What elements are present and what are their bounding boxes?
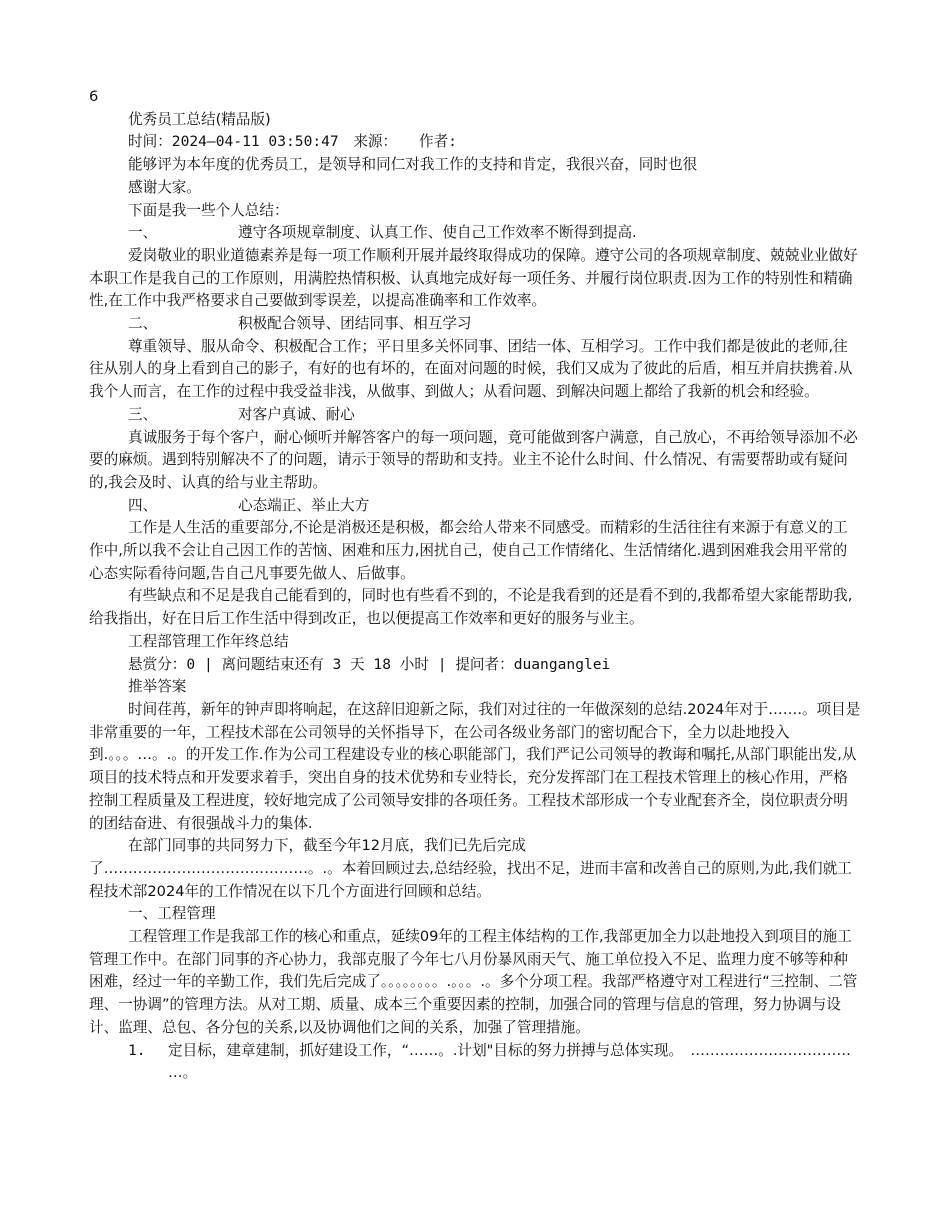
list-item-1 xyxy=(89,1040,861,1063)
reward-line: 悬赏分：0 | 离问题结束还有 3 天 18 小时 | 提问者：duanganglei xyxy=(128,655,611,673)
doc-title: 优秀员工总结(精品版) xyxy=(128,110,271,128)
subsection-1-title: 一、工程管理 xyxy=(128,905,216,923)
intro-line-2: 感谢大家。 xyxy=(128,178,201,196)
meta-line: 时间：2024—04-11 03:50:47 来源： 作者: xyxy=(128,133,457,151)
paragraph-3: 工程管理工作是我部工作的核心和重点，延续09年的工程主体结构的工作,我部更加全力以赴地投入到项目的施工管理工作中。在部门同事的齐心协力，我部克服了今年七八月份暴风雨天气、施工单位投入不足、监理力度不够等种种困难，经过一年的辛勤工作，我们先后完成了。。。。。。。。.。。。.。多个分项工程。我部严格遵守对工程进行“三控制、二管理、一协调”的管理方法。从对工期、质量、成本三个重要因素的控制，加强合同的管理与信息的管理，努力协调与设计、监理、总包、各分包的关系,以及协调他们之间的关系，加强了管理措施。 xyxy=(89,928,858,1036)
section-4-body: 工作是人生活的重要部分,不论是消极还是积极，都会给人带来不同感受。而精彩的生活往往有来源于有意义的工作中,所以我不会让自己因工作的苦恼、困难和压力,困扰自己，使自己工作情绪化、生活情绪化.遇到困难我会用平常的心态实际看待问题,告自己凡事要先做人、后做事。 xyxy=(89,519,848,582)
closing-paragraph: 有些缺点和不足是我自己能看到的，同时也有些看不到的，不论是我看到的还是看不到的,我都希望大家能帮助我,给我指出，好在日后工作生活中得到改正，也以便提高工作效率和更好的服务与业主。 xyxy=(89,587,853,628)
intro-line-1: 能够评为本年度的优秀员工，是领导和同仁对我工作的支持和肯定，我很兴奋，同时也很 xyxy=(128,156,698,174)
section-1-heading xyxy=(89,222,861,245)
document-page xyxy=(89,86,861,1085)
list-item-1-continuation: …。 xyxy=(168,1064,198,1082)
section-3-heading xyxy=(89,404,861,427)
second-title: 工程部管理工作年终总结 xyxy=(128,632,289,650)
list-item-1-text: 定目标，建章建制，抓好建设工作，“……。.计划"目标的努力拼搏与总体实现。 …………………………… xyxy=(168,1041,851,1059)
section-3-number: 三、 xyxy=(128,405,158,423)
section-4-title: 心态端正、举止大方 xyxy=(238,496,370,514)
section-2-body: 尊重领导、服从命令、积极配合工作；平日里多关怀同事、团结一体、互相学习。工作中我们都是彼此的老师,往往从别人的身上看到自己的影子，有好的也有坏的，在面对问题的时候，我们又成为了彼此的后盾，相互并肩扶携着.从我个人而言，在工作的过程中我受益非浅，从做事、到做人；从看问题、到解决问题上都给了我新的机会和经验。 xyxy=(89,337,853,401)
section-2-number: 二、 xyxy=(128,315,158,333)
paragraph-2-line-1: 在部门同事的共同努力下，截至今年12月底，我们已先后完成 xyxy=(128,837,527,855)
section-1-number: 一、 xyxy=(128,224,158,242)
section-4-heading xyxy=(89,495,861,518)
list-item-1-number: 1. xyxy=(128,1041,146,1059)
section-1-title: 遵守各项规章制度、认真工作、使自己工作效率不断得到提高. xyxy=(238,224,637,242)
answer-label: 推举答案 xyxy=(128,678,187,696)
section-2-heading xyxy=(89,313,861,336)
section-1-body: 爱岗敬业的职业道德素养是每一项工作顺利开展并最终取得成功的保障。遵守公司的各项规章制度、兢兢业业做好本职工作是我自己的工作原则，用满腔热情积极、认真地完成好每一项任务、并履行岗位职责.因为工作的特别性和精确性,在工作中我严格要求自己要做到零误差，以提高准确率和工作效率。 xyxy=(89,246,858,310)
section-3-title: 对客户真诚、耐心 xyxy=(238,405,355,423)
page-number: 6 xyxy=(89,88,99,105)
section-4-number: 四、 xyxy=(128,496,158,514)
paragraph-2-line-2: 了……………………………………。.。本着回顾过去,总结经验，找出不足，进而丰富和改善自己的原则,为此,我们就工程技术部2024年的工作情况在以下几个方面进行回顾和总结。 xyxy=(89,859,852,900)
intro-line-3: 下面是我一些个人总结： xyxy=(128,201,289,219)
section-3-body: 真诚服务于每个客户，耐心倾听并解答客户的每一项问题，竟可能做到客户满意，自己放心，不再给领导添加不必要的麻烦。遇到特别解决不了的问题，请示于领导的帮助和支持。业主不论什么时间、什么情况、有需要帮助或有疑问的,我会及时、认真的给与业主帮助。 xyxy=(89,428,858,491)
paragraph-1: 时间荏苒，新年的钟声即将响起，在这辞旧迎新之际，我们对过往的一年做深刻的总结.2024年对于…….。项目是非常重要的一年，工程技术部在公司领导的关怀指导下，在公司各级业务部门的密切配合下，全力以赴地投入到.。。。…。.。的开发工作.作为公司工程建设专业的核心职能部门，我们严记公司领导的教诲和嘱托,从部门职能出发,从项目的技术特点和开发要求着手，突出自身的技术优势和专业特长，充分发挥部门在工程技术管理上的核心作用，严格控制工程质量及工程进度，较好地完成了公司领导安排的各项任务。工程技术部形成一个专业配套齐全，岗位职责分明的团结奋进、有很强战斗力的集体. xyxy=(89,700,861,832)
section-2-title: 积极配合领导、团结同事、相互学习 xyxy=(238,315,472,333)
